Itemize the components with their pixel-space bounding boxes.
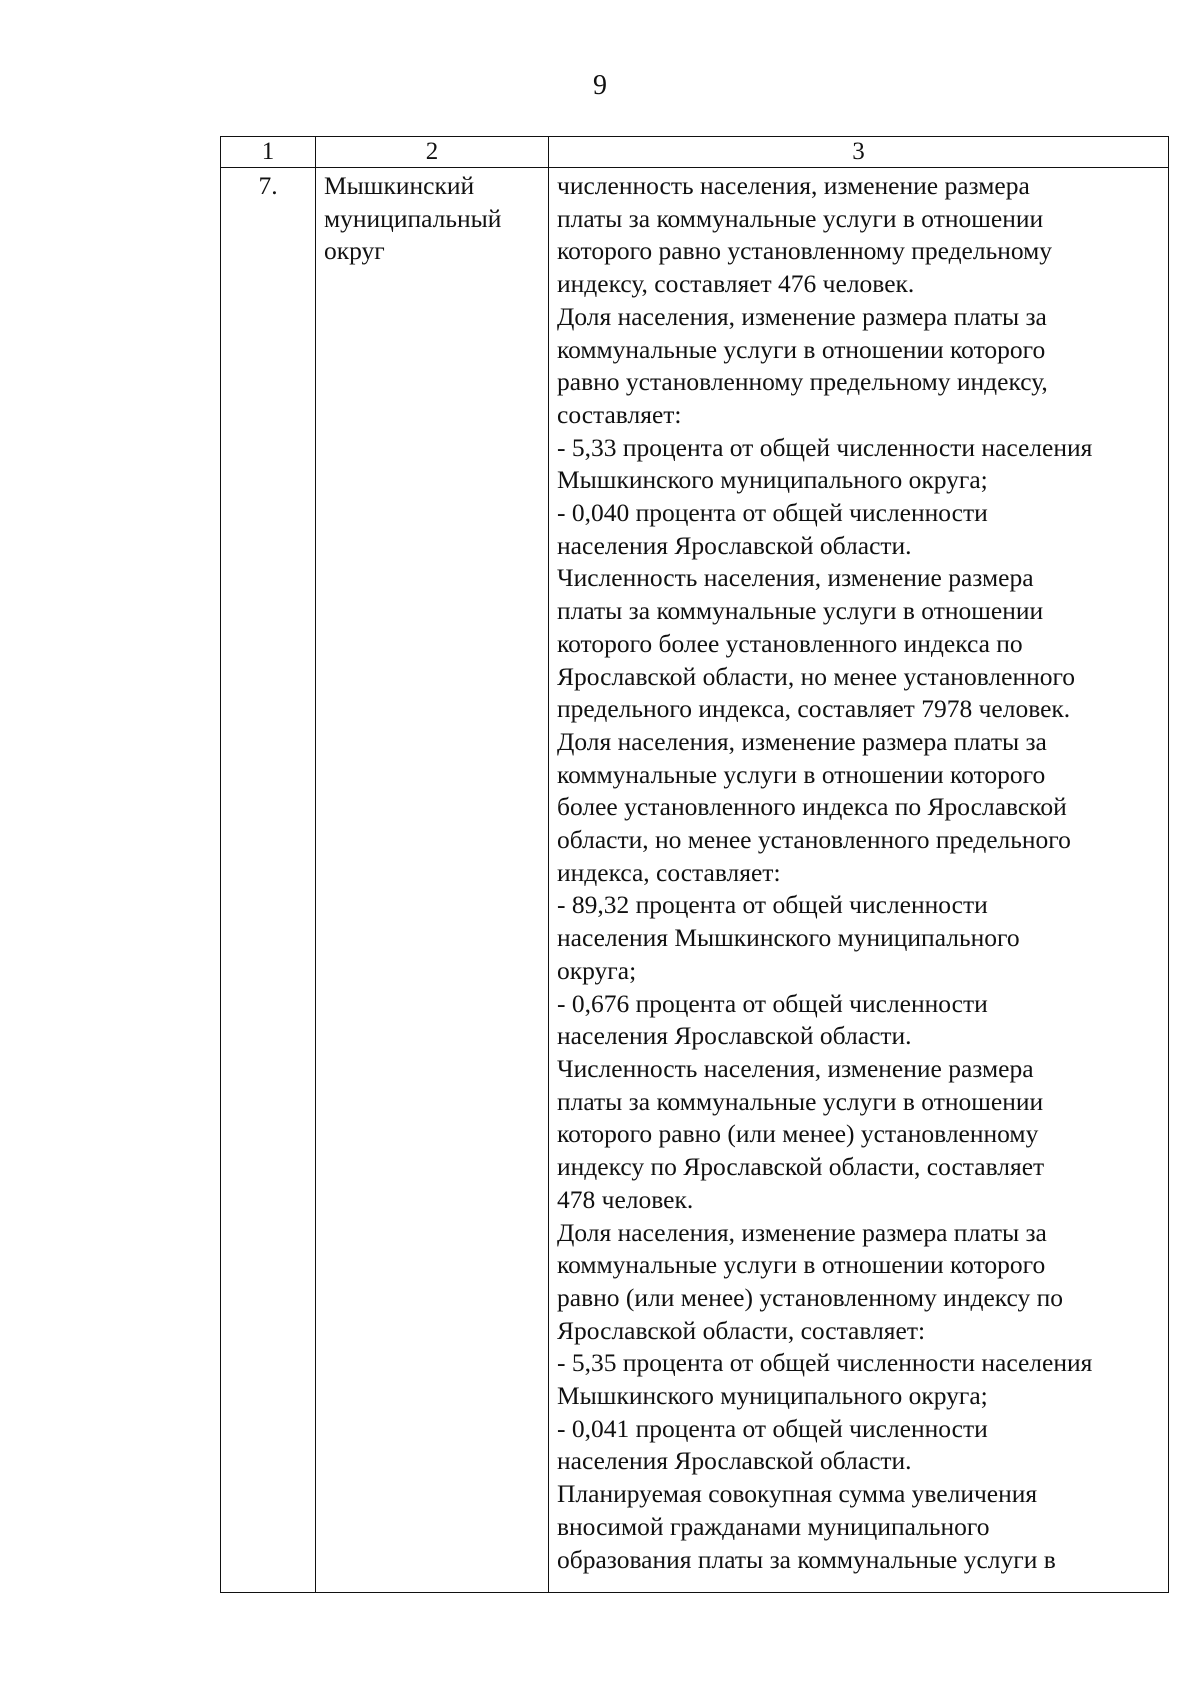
description-line: округа; [557, 955, 637, 985]
description-line: которого более установленного индекса по [557, 628, 1023, 658]
description-line: Планируемая совокупная сумма увеличения [557, 1479, 1038, 1509]
description-line: платы за коммунальные услуги в отношении [557, 203, 1044, 233]
description-line: Мышкинского муниципального округа; [557, 1381, 988, 1411]
header-col-1: 1 [221, 137, 316, 168]
header-col-2: 2 [316, 137, 549, 168]
description-line: предельного индекса, составляет 7978 человек. [557, 694, 1071, 724]
description-line: которого равно установленному предельному [557, 236, 1053, 266]
description-line: - 5,33 процента от общей численности населения [557, 432, 1093, 462]
description-line: Ярославской области, составляет: [557, 1315, 926, 1345]
description-line: платы за коммунальные услуги в отношении [557, 1086, 1044, 1116]
description-line: Мышкинского муниципального округа; [557, 465, 988, 495]
description-line: - 89,32 процента от общей численности [557, 890, 988, 920]
description-line: Доля населения, изменение размера платы за [557, 1217, 1047, 1247]
municipality-name-line: округ [324, 236, 385, 266]
description-line: - 0,041 процента от общей численности [557, 1413, 988, 1443]
description-line: численность населения, изменение размера [557, 171, 1030, 200]
document-table [220, 136, 1169, 1593]
description-line: которого равно (или менее) установленному [557, 1119, 1039, 1149]
description-line: Доля населения, изменение размера платы за [557, 726, 1047, 756]
description-line: - 0,040 процента от общей численности [557, 498, 988, 528]
municipality-name [316, 168, 549, 1593]
description-line: Численность населения, изменение размера [557, 1053, 1034, 1083]
table-header-row [221, 137, 1169, 168]
description-line: коммунальные услуги в отношении которого [557, 759, 1046, 789]
row-number: 7. [221, 168, 316, 1593]
description-line: коммунальные услуги в отношении которого [557, 1250, 1046, 1280]
description-line: 478 человек. [557, 1184, 694, 1214]
description-line: населения Ярославской области. [557, 1446, 912, 1476]
description-line: коммунальные услуги в отношении которого [557, 334, 1046, 364]
description-line: равно установленному предельному индексу, [557, 367, 1048, 397]
description-line: населения Ярославской области. [557, 530, 912, 560]
description-line: населения Ярославской области. [557, 1021, 912, 1051]
row-description [549, 168, 1169, 1593]
description-line: индексу по Ярославской области, составляет [557, 1152, 1045, 1182]
description-line: населения Мышкинского муниципального [557, 923, 1020, 953]
description-line: составляет: [557, 399, 682, 429]
description-line: - 5,35 процента от общей численности населения [557, 1348, 1093, 1378]
description-line: индексу, составляет 476 человек. [557, 269, 915, 299]
description-line: Ярославской области, но менее установленного [557, 661, 1076, 691]
page-number: 9 [593, 70, 607, 101]
description-line: Численность населения, изменение размера [557, 563, 1034, 593]
municipality-name-line: муниципальный [324, 203, 502, 233]
description-line: более установленного индекса по Ярославской [557, 792, 1067, 822]
table-row [221, 168, 1169, 1593]
header-col-3: 3 [549, 137, 1169, 168]
description-line: Доля населения, изменение размера платы за [557, 301, 1047, 331]
description-line: платы за коммунальные услуги в отношении [557, 596, 1044, 626]
description-line: - 0,676 процента от общей численности [557, 988, 988, 1018]
municipality-name-line: Мышкинский [324, 171, 475, 200]
description-line: вносимой гражданами муниципального [557, 1511, 990, 1541]
description-line: области, но менее установленного предельного [557, 825, 1071, 855]
description-line: индекса, составляет: [557, 857, 781, 887]
description-line: образования платы за коммунальные услуги в [557, 1544, 1056, 1574]
description-line: равно (или менее) установленному индексу по [557, 1282, 1064, 1312]
